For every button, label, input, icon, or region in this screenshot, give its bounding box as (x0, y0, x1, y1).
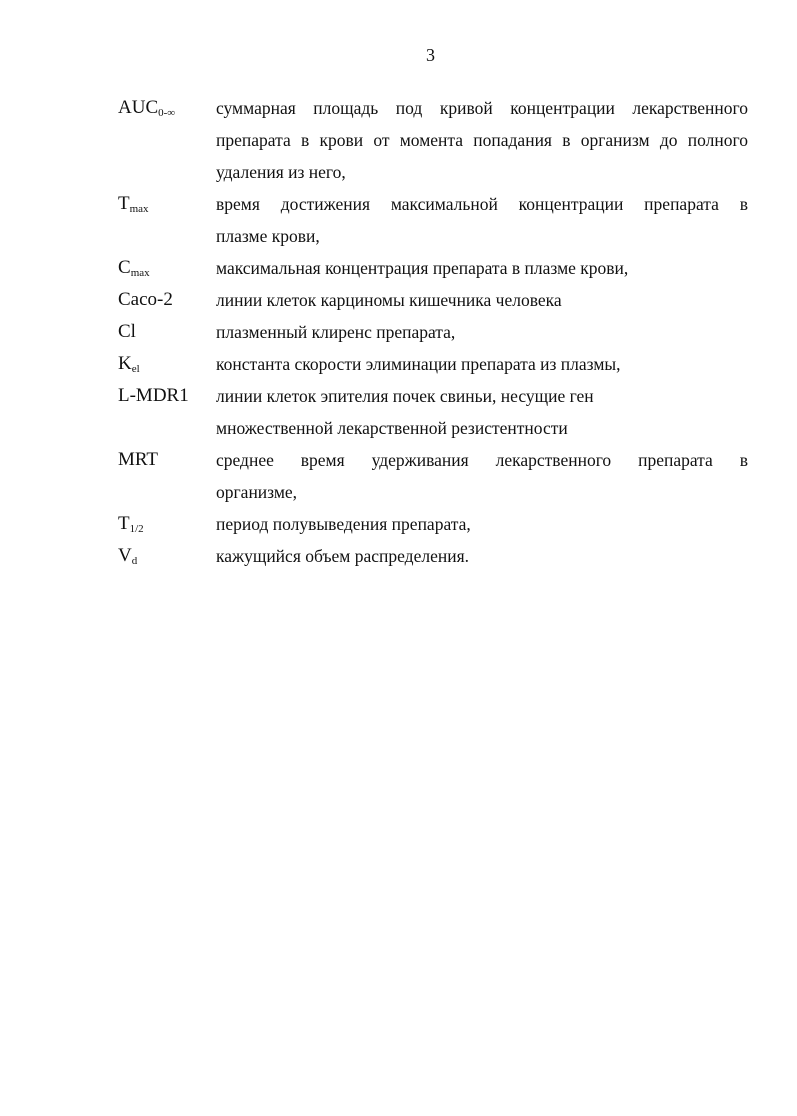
list-item-cmax (118, 252, 748, 284)
list-item-t-half (118, 508, 748, 540)
definition-line: среднее время удерживания лекарственного препарата в (216, 450, 748, 470)
term (118, 540, 216, 572)
definition-line: суммарная площадь под кривой концентрации лекарственного (216, 98, 748, 118)
term-subscript: d (131, 555, 138, 567)
definition-line: максимальная концентрация препарата в плазме крови, (216, 258, 629, 278)
term (118, 444, 216, 476)
term (118, 508, 216, 540)
definition-line: множественной лекарственной резистентности (216, 418, 568, 438)
definition (216, 316, 748, 348)
definition (216, 508, 748, 540)
list-item-auc (118, 92, 748, 188)
term-main: T (118, 513, 130, 534)
term (118, 348, 216, 380)
definition-line: линии клеток эпителия почек свиньи, несущие ген (216, 386, 594, 406)
term (118, 284, 216, 316)
definition (216, 540, 748, 572)
term-subscript: 1/2 (129, 523, 144, 535)
definition-line: период полувыведения препарата, (216, 514, 471, 534)
definition-line: кажущийся объем распределения. (216, 546, 469, 566)
term (118, 380, 216, 412)
abbreviation-list (118, 92, 748, 572)
list-item-mrt (118, 444, 748, 508)
definition (216, 284, 748, 316)
list-item-caco2 (118, 284, 748, 316)
list-item-kel (118, 348, 748, 380)
definition (216, 348, 748, 380)
term-subscript: max (130, 267, 150, 279)
list-item-tmax (118, 188, 748, 252)
definition (216, 252, 748, 284)
term (118, 92, 216, 124)
list-item-lmdr1 (118, 380, 748, 444)
term-main: L-MDR1 (118, 385, 189, 406)
definition-line: линии клеток карциномы кишечника человека (216, 290, 562, 310)
definition-line: организме, (216, 482, 298, 502)
term-main: MRT (118, 449, 159, 470)
term-subscript: el (131, 363, 140, 375)
page-number: 3 (426, 45, 435, 65)
list-item-cl (118, 316, 748, 348)
definition-line: препарата в крови от момента попадания в организм до полного (216, 130, 748, 150)
term (118, 188, 216, 220)
definition-line: время достижения максимальной концентрации препарата в (216, 194, 748, 214)
definition (216, 380, 748, 444)
definition (216, 444, 748, 508)
term-subscript: max (129, 203, 149, 215)
term-main: Caco-2 (118, 289, 173, 310)
definition-line: удаления из него, (216, 162, 346, 182)
term-main: AUC (118, 97, 159, 118)
definition (216, 188, 748, 252)
term-main: K (118, 353, 132, 374)
term-main: V (118, 545, 132, 566)
term (118, 252, 216, 284)
term-subscript: 0-∞ (158, 107, 176, 119)
definition-line: константа скорости элиминации препарата из плазмы, (216, 354, 621, 374)
list-item-vd (118, 540, 748, 572)
definition-line: плазме крови, (216, 226, 320, 246)
definition (216, 92, 748, 188)
term (118, 316, 216, 348)
definition-line: плазменный клиренс препарата, (216, 322, 456, 342)
term-main: T (118, 193, 130, 214)
term-main: Cl (118, 321, 136, 342)
term-main: C (118, 257, 131, 278)
